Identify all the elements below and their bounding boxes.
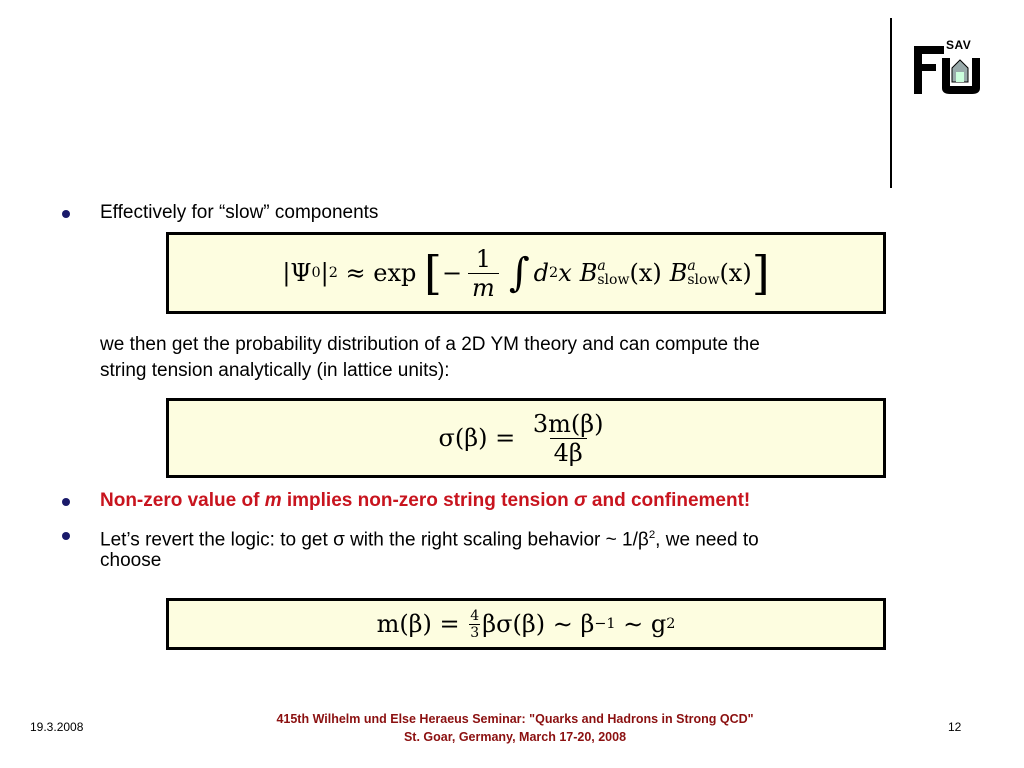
paragraph-line-2: string tension analytically (in lattice units): [100,360,450,381]
footer-line-1: 415th Wilhelm und Else Heraeus Seminar: "Quarks and Hadrons in Strong QCD" [276,712,754,726]
bullet-1 [62,210,70,218]
eq2-num: 3m(β) [532,409,604,438]
paragraph-line-1: we then get the probability distribution of a 2D YM theory and can compute the [100,334,760,355]
eq1-x: x [558,259,572,287]
logo-text: SAV [946,38,972,52]
eq1-arg1: (x) [629,259,662,287]
eq1-lhs: |Ψ [282,259,312,287]
b3-beta: β [637,529,649,551]
eq1-d-sup: 2 [549,265,559,281]
b3-part3: , we need to [655,529,759,551]
eq1-B2-indices [687,259,719,287]
eq1-lhs-sub: 0 [311,265,321,281]
equation-3 [166,598,886,650]
eq1-integral: ∫ [508,250,530,296]
eq1-arg2: (x) [719,259,752,287]
eq1-den [468,273,499,302]
eq1-B2: B [669,259,688,287]
bullet-3 [62,532,70,540]
eq2-den: 4β [550,438,587,467]
bullet-3-line-2: choose [100,550,162,571]
eq1-B1-indices [597,259,629,287]
b3-part2: with the right scaling behavior ~ 1/ [344,529,638,551]
eq3-den: 3 [470,624,480,641]
eq2-fraction [529,410,608,467]
eq1-fraction [468,245,499,302]
eq1-den-m: m [472,273,495,302]
equation-2 [166,398,886,478]
b2-part3: and confinement! [586,490,751,511]
eq3-fraction [469,608,480,641]
eq1-B1-sub: slow [597,272,630,288]
b3-sup: 2 [648,529,656,541]
b3-sigma: σ [333,529,345,551]
eq3-num: 4 [470,607,480,624]
b3-part1: Let’s revert the logic: to get [100,529,334,551]
eq3-exp2: 2 [666,616,676,632]
eq3-lhs: m(β) = [376,610,468,638]
b2-part2: implies non-zero string tension [281,490,575,511]
eq1-num: 1 [475,244,492,273]
b2-sigma: σ [574,490,587,511]
footer-line-2: St. Goar, Germany, March 17-20, 2008 [403,730,627,744]
eq1-close-bracket: ] [751,246,770,300]
eq1-B1-sup: a [597,258,606,274]
eq1-open-bracket: [ [423,246,442,300]
page-number: 12 [948,720,962,734]
eq3-rhs: βσ(β) ∼ β [482,610,595,638]
b2-part1: Non-zero value of [100,490,265,511]
eq2-lhs: σ(β) = [438,424,523,452]
eq1-approx: ≈ exp [337,259,424,287]
bullet-1-text: Effectively for “slow” components [100,202,379,223]
b2-m: m [264,490,282,511]
bullet-3-line-1 [100,522,759,553]
eq1-lhs-sup: 2 [328,265,338,281]
eq1-B2-sup: a [687,258,696,274]
footer-date: 19.3.2008 [30,720,84,734]
eq1-B2-sub: slow [687,272,720,288]
bullet-2 [62,498,70,506]
eq1-d: d [533,259,550,287]
eq3-rhs2: ∼ g [615,610,667,638]
eq1-B1: B [579,259,598,287]
equation-1 [166,232,886,314]
header-divider [890,18,892,188]
eq1-lhs-end: | [320,259,329,287]
footer-title [200,710,830,746]
eq3-exp1: −1 [594,616,616,632]
eq1-minus: − [441,259,463,287]
bullet-2-text [100,488,750,514]
